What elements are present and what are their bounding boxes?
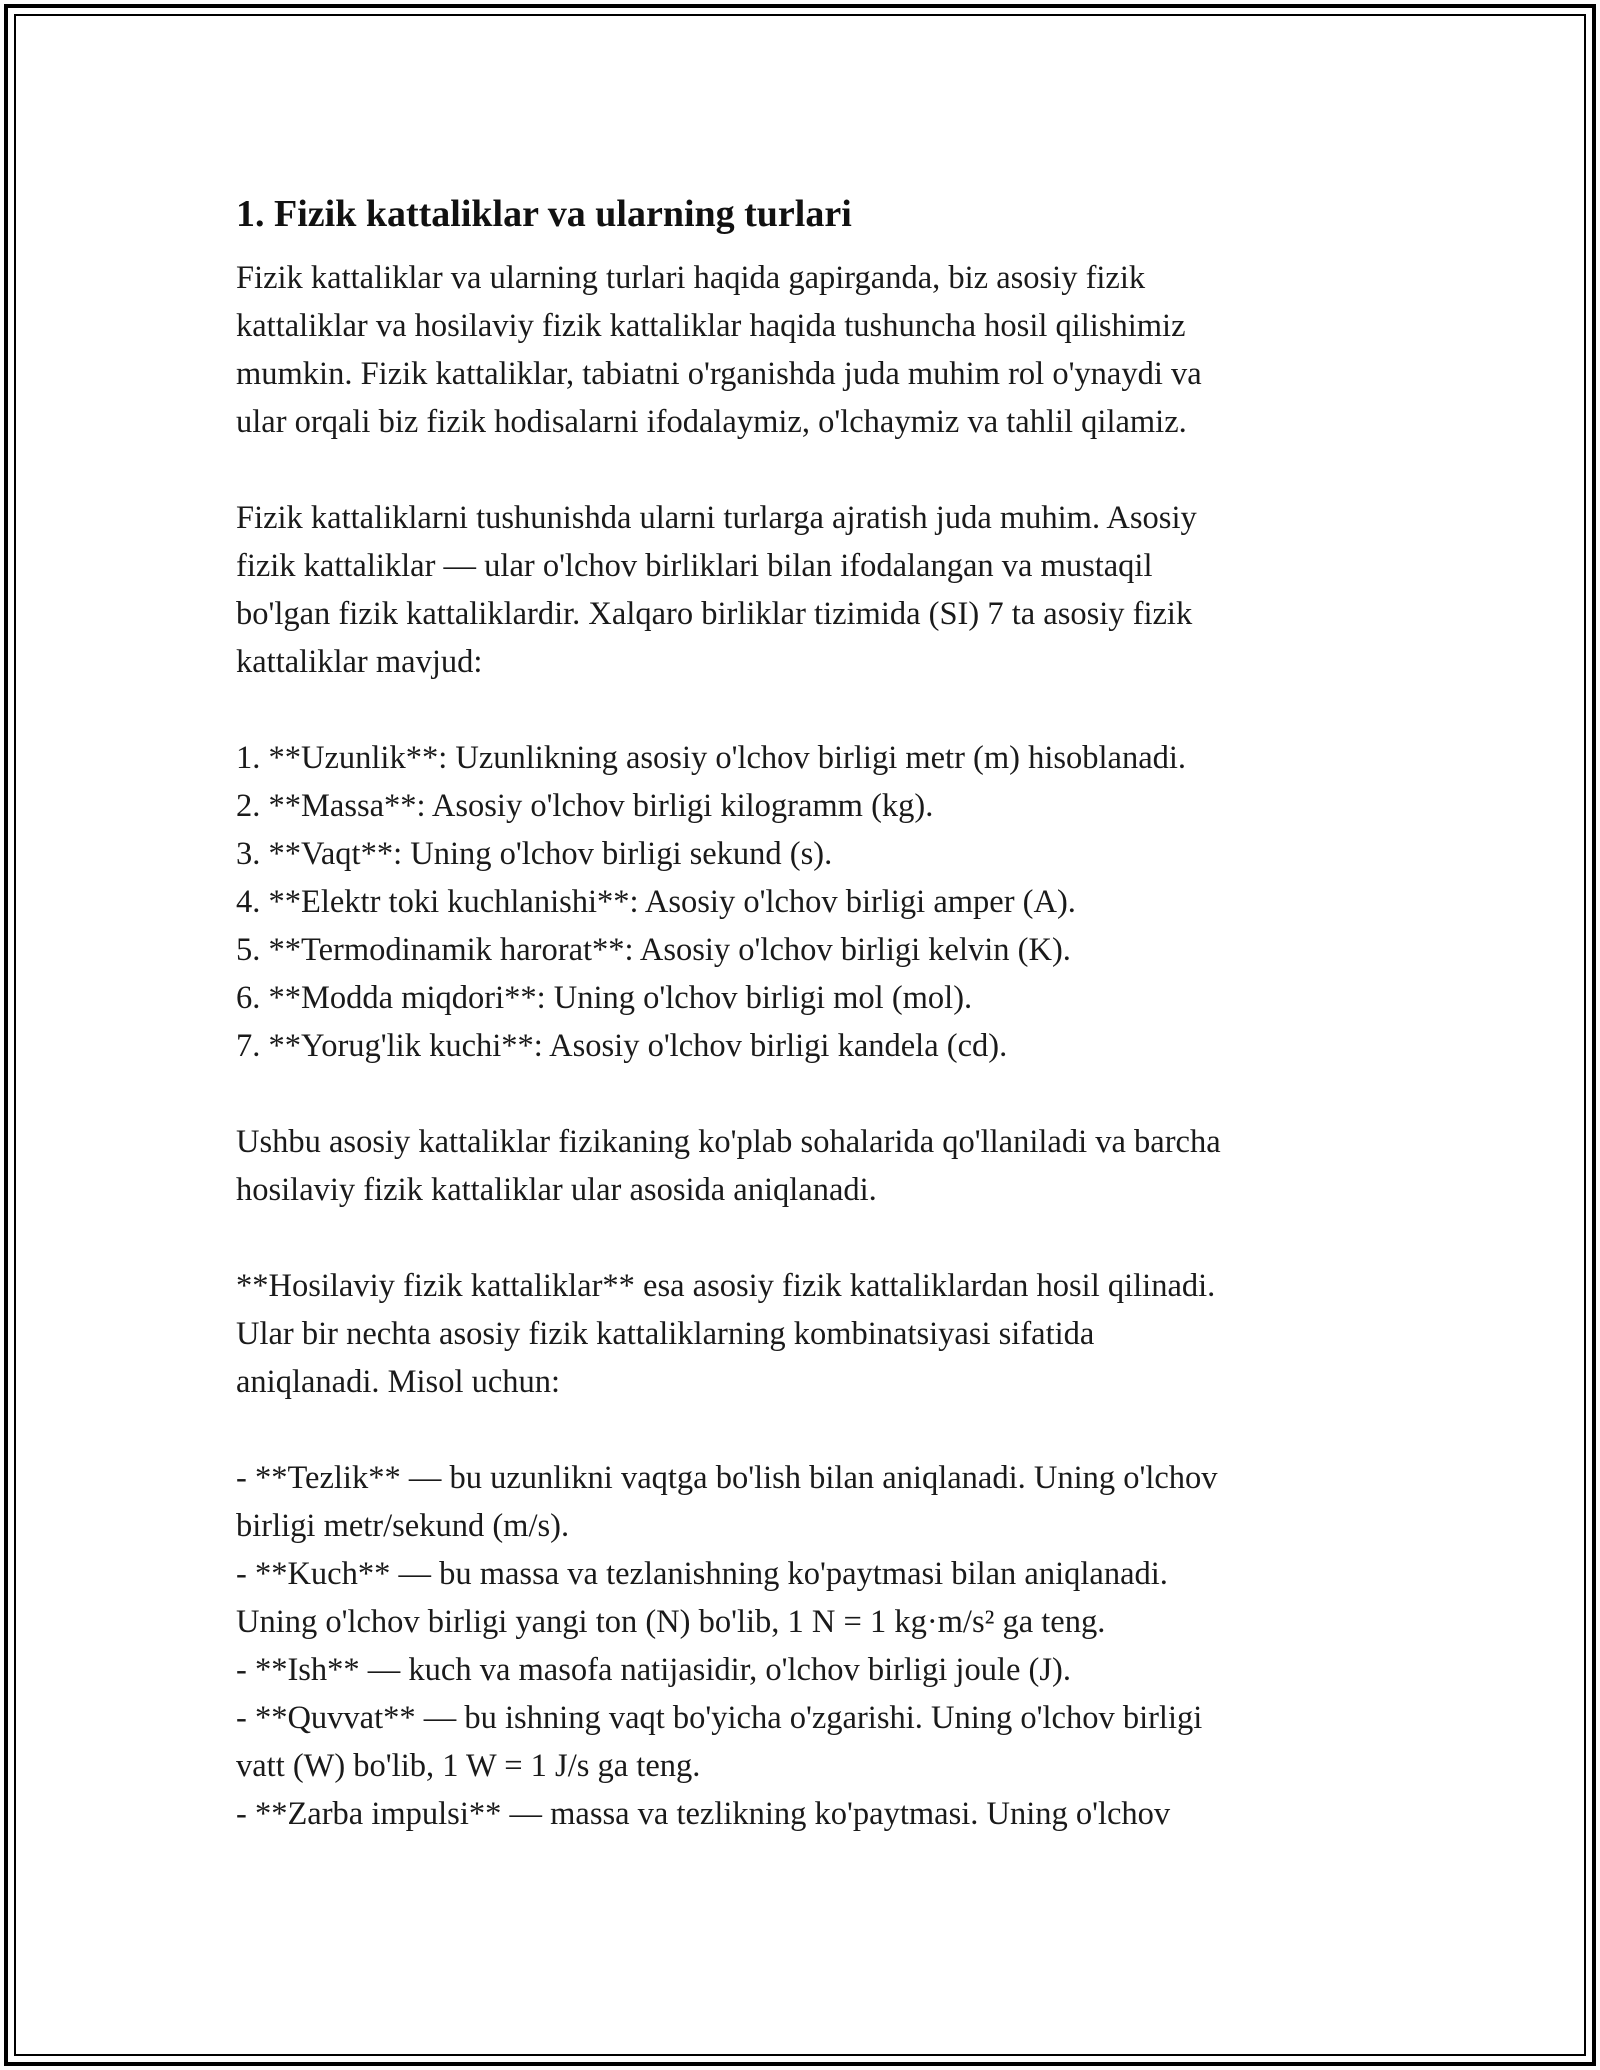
intro-paragraph [236,254,1376,446]
paragraph-gap [236,1214,1376,1262]
text-line: fizik kattaliklar — ular o'lchov birliklari bilan ifodalangan va mustaqil [236,548,1153,584]
list-item: 6. **Modda miqdori**: Uning o'lchov birligi mol (mol). [236,980,973,1016]
si-units-list [236,734,1376,1070]
list-item: 1. **Uzunlik**: Uzunlikning asosiy o'lchov birligi metr (m) hisoblanadi. [236,740,1187,776]
list-item: - **Tezlik** — bu uzunlikni vaqtga bo'lish bilan aniqlanadi. Uning o'lchov [236,1460,1218,1496]
list-item-continuation: birligi metr/sekund (m/s). [236,1508,570,1544]
list-item: 7. **Yorug'lik kuchi**: Asosiy o'lchov birligi kandela (cd). [236,1028,1008,1064]
text-line: mumkin. Fizik kattaliklar, tabiatni o'rganishda juda muhim rol o'ynaydi va [236,356,1202,392]
usage-paragraph [236,1118,1376,1214]
paragraph-gap [236,686,1376,734]
list-item: - **Zarba impulsi** — massa va tezlikning ko'paytmasi. Uning o'lchov [236,1796,1171,1832]
list-item: - **Kuch** — bu massa va tezlanishning ko'paytmasi bilan aniqlanadi. [236,1556,1168,1592]
list-item-continuation: vatt (W) bo'lib, 1 W = 1 J/s ga teng. [236,1748,701,1784]
list-item-continuation: Uning o'lchov birligi yangi ton (N) bo'lib, 1 N = 1 kg·m/s² ga teng. [236,1604,1106,1640]
section-title: 1. Fizik kattaliklar va ularning turlari [236,193,852,235]
derived-units-list [236,1454,1376,1838]
list-item: 3. **Vaqt**: Uning o'lchov birligi sekund (s). [236,836,833,872]
list-item: 2. **Massa**: Asosiy o'lchov birligi kilogramm (kg). [236,788,934,824]
text-line: hosilaviy fizik kattaliklar ular asosida aniqlanadi. [236,1172,877,1208]
paragraph-gap [236,1070,1376,1118]
text-line: **Hosilaviy fizik kattaliklar** esa asosiy fizik kattaliklardan hosil qilinadi. [236,1268,1216,1304]
text-line: ular orqali biz fizik hodisalarni ifodalaymiz, o'lchaymiz va tahlil qilamiz. [236,404,1187,440]
text-line: kattaliklar va hosilaviy fizik kattaliklar haqida tushuncha hosil qilishimiz [236,308,1186,344]
basic-quantities-paragraph [236,494,1376,686]
text-line: Fizik kattaliklarni tushunishda ularni turlarga ajratish juda muhim. Asosiy [236,500,1197,536]
derived-quantities-paragraph [236,1262,1376,1406]
list-item: 5. **Termodinamik harorat**: Asosiy o'lchov birligi kelvin (K). [236,932,1071,968]
text-line: kattaliklar mavjud: [236,644,483,680]
text-line: aniqlanadi. Misol uchun: [236,1364,561,1400]
document-body [236,188,1376,1838]
paragraph-gap [236,446,1376,494]
text-line: Ushbu asosiy kattaliklar fizikaning ko'plab sohalarida qo'llaniladi va barcha [236,1124,1221,1160]
paragraph-gap [236,1406,1376,1454]
list-item: - **Ish** — kuch va masofa natijasidir, o'lchov birligi joule (J). [236,1652,1071,1688]
text-line: bo'lgan fizik kattaliklardir. Xalqaro birliklar tizimida (SI) 7 ta asosiy fizik [236,596,1193,632]
list-item: - **Quvvat** — bu ishning vaqt bo'yicha o'zgarishi. Uning o'lchov birligi [236,1700,1203,1736]
list-item: 4. **Elektr toki kuchlanishi**: Asosiy o'lchov birligi amper (A). [236,884,1076,920]
text-line: Fizik kattaliklar va ularning turlari haqida gapirganda, biz asosiy fizik [236,260,1146,296]
text-line: Ular bir nechta asosiy fizik kattaliklarning kombinatsiyasi sifatida [236,1316,1095,1352]
